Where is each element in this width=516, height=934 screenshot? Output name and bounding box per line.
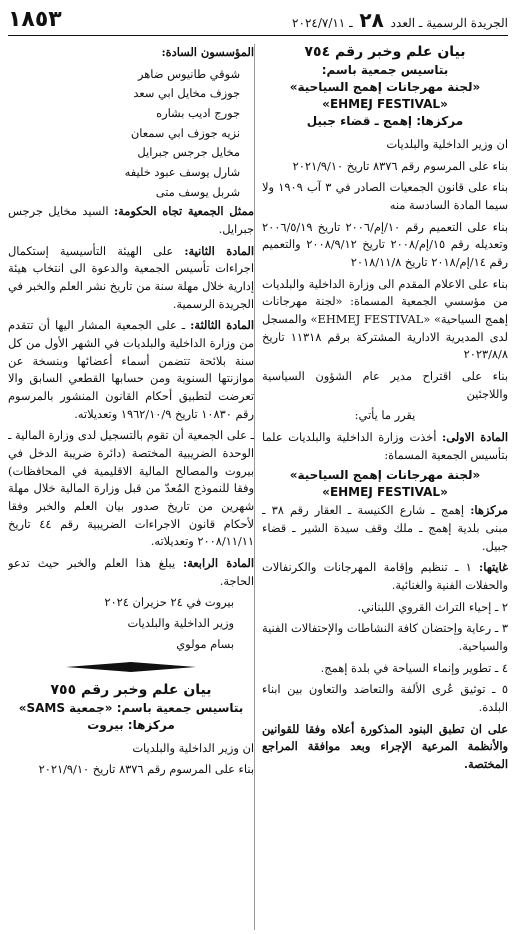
page-header	[8, 6, 508, 36]
gazette-name: الجريدة الرسمية ـ العدد	[390, 16, 508, 30]
paragraph: بناء على قانون الجمعيات الصادر في ٣ آب ١٩٠٩ ولا سيما المادة السادسة منه	[262, 180, 508, 213]
hq-paragraph: مركزها: إهمج ـ شارع الكنيسة ـ العقار رقم ٣٨ ـ مبنى بلدية إهمج ـ ملك وقف سيدة الشير ـ قضاء جبيل.	[262, 503, 508, 553]
paragraph: ان وزير الداخلية والبلديات	[386, 137, 508, 151]
goal-5: ٥ ـ توثيق عُرى الألفة والتعاضد والتعاون بين ابناء البلدة.	[262, 682, 508, 715]
founder-name: مخايل جرجس جبرايل	[137, 145, 240, 160]
column-right	[262, 44, 508, 930]
founder-name: شربل يوسف متى	[155, 184, 240, 199]
paragraph: بناء على اقتراح مدير عام الشؤون السياسية واللاجئين	[262, 369, 508, 401]
founder-name: جوزف مخايل ابي سعد	[133, 86, 240, 101]
paragraph: ان وزير الداخلية والبلديات	[132, 740, 254, 755]
notice-755-subtitle: بتاسيس جمعية باسم: «جمعية SAMS»	[18, 700, 244, 715]
notice-754-name-ar: «لجنة مهرجانات إهمج السياحية»	[289, 80, 481, 94]
notice-755-title: بيان علم وخبر رقم ٧٥٥	[50, 681, 212, 698]
founder-name: شوقي طانيوس ضاهر	[138, 66, 240, 81]
paragraph: بناء على الاعلام المقدم الى وزارة الداخلية والبلديات من مؤسسي الجمعية المسماة: «لجنة مهرجانات إهمج السياحية» «EHMEJ FESTIVAL» والمسجل لدى المديرية الادارية المشتركة برقم ١١٣١٨ تاريخ ٢٠٢٣/٨/٨	[262, 276, 508, 362]
article-4: المادة الرابعة: يبلغ هذا العلم والخبر حيث تدعو الحاجة.	[8, 556, 254, 588]
founder-name: جورج اديب بشاره	[156, 106, 240, 121]
issue-date: ـ ٢٠٢٤/٧/١١	[292, 16, 353, 30]
paragraph: بناء على المرسوم رقم ٨٣٧٦ تاريخ ٢٠٢١/٩/١٠	[292, 158, 508, 173]
notice-754-hq: مركزها: إهمج ـ قضاء جبيل	[306, 114, 464, 128]
notice-754-subtitle: بتاسيس جمعية باسم:	[321, 63, 449, 77]
section-divider	[8, 662, 254, 672]
issue-number: ٢٨	[359, 8, 384, 32]
goal-4: ٤ ـ تطوير وإنماء السياحة في بلدة إهمج.	[320, 660, 508, 675]
notice-755-hq: مركزها: بيروت	[87, 717, 175, 732]
closing-paragraph: على ان تطبق البنود المذكورة أعلاه وفقا للقوانين والأنظمة المرعية الإجراء وبعد موافقة المراجع المختصة.	[262, 721, 508, 772]
founder-name: نزيه جوزف ابي سمعان	[130, 125, 240, 140]
goal-2: ٢ ـ إحياء التراث القروي اللبناني.	[357, 599, 508, 614]
paragraph: بناء على التعميم رقم ١٠/إم/٢٠٠٦ تاريخ ٢٠٠٦/٥/١٩ وتعديله رقم ١٥/إم/٢٠٠٨ تاريخ ٢٠٠٨/٩/١٢ والتعميم رقم ١٤/إم/٢٠١٨ تاريخ ٢٠١٨/١١/٨	[262, 219, 508, 270]
article-1-name-en: «EHMEJ FESTIVAL»	[322, 485, 448, 500]
article-3-part-2: ـ على الجمعية أن تقوم بالتسجيل لدى وزارة المالية ـ الوحدة الضريبية المختصة (دائرة ضريبة الدخل في بيروت والمصالح المالية الاقليمية في المحافظات) وفقا للنموذج المُعدّ من قبل وزارة المالية خلال مهلة شهرين من تاريخ صدور بيان العلم والخبر وفقا لأحكام قانون الاجراءات الضريبية رقم ٤٤ تاريخ ٢٠٠٨/١١/١١ وتعديلاته.	[8, 428, 254, 549]
article-2: المادة الثانية: على الهيئة التأسيسية إستكمال اجراءات تأسيس الجمعية والدعوة الى انتخاب هيئة إدارية خلال مهلة سنة من تاريخ نشر العلم والخبر في الجريدة الرسمية.	[8, 243, 254, 311]
page-number: ١٨٥٣	[8, 7, 62, 32]
founder-name: شارل يوسف عبود خليفه	[124, 165, 240, 180]
article-3: المادة الثالثة: ـ على الجمعية المشار اليها أن تتقدم من وزارة الداخلية والبلديات في الشهر الأول من كل سنة بلائحة تتضمن أسماء أعضائها وبنسخة عن موازنتها السنوية ومن حسابها القطعي السابق والا تعرضت لتطبيق أحكام القانون المنشور بالمرسوم رقم ١٠٨٣٠ تاريخ ١٩٦٢/١٠/٩ وتعديلاته.	[8, 318, 254, 421]
goal-3: ٣ ـ رعاية وإحتضان كافة النشاطات والإحتفالات الفنية والسياحية.	[262, 621, 508, 654]
article-1: المادة الاولى: أخذت وزارة الداخلية والبلديات علما بتأسيس الجمعية المسماة:	[262, 430, 508, 462]
notice-754-title: بيان علم وخبر رقم ٧٥٤	[304, 44, 466, 60]
gazette-title	[292, 8, 508, 32]
representative: ممثل الجمعية تجاه الحكومة: السيد مخايل جرجس جبرايل.	[8, 204, 254, 237]
paragraph: بناء على المرسوم رقم ٨٣٧٦ تاريخ ٢٠٢١/٩/١٠	[38, 762, 254, 777]
signoff-block	[8, 594, 254, 653]
notice-754-name-en: «EHMEJ FESTIVAL»	[322, 97, 448, 111]
minister-name: بسام مولوي	[176, 636, 234, 651]
decides-line: يقرر ما يأتي:	[354, 408, 416, 423]
column-left	[8, 44, 255, 930]
goal-1: غايتها: ١ ـ تنظيم وإقامة المهرجانات والكرنفالات والحفلات الفنية والغنائية.	[262, 560, 508, 593]
founders-label: المؤسسون السادة:	[161, 45, 254, 59]
place-date: بيروت في ٢٤ حزيران ٢٠٢٤	[104, 595, 234, 610]
minister-title: وزير الداخلية والبلديات	[127, 616, 234, 631]
article-1-name-ar: «لجنة مهرجانات إهمج السياحية»	[289, 468, 481, 483]
founders-list	[8, 66, 254, 202]
